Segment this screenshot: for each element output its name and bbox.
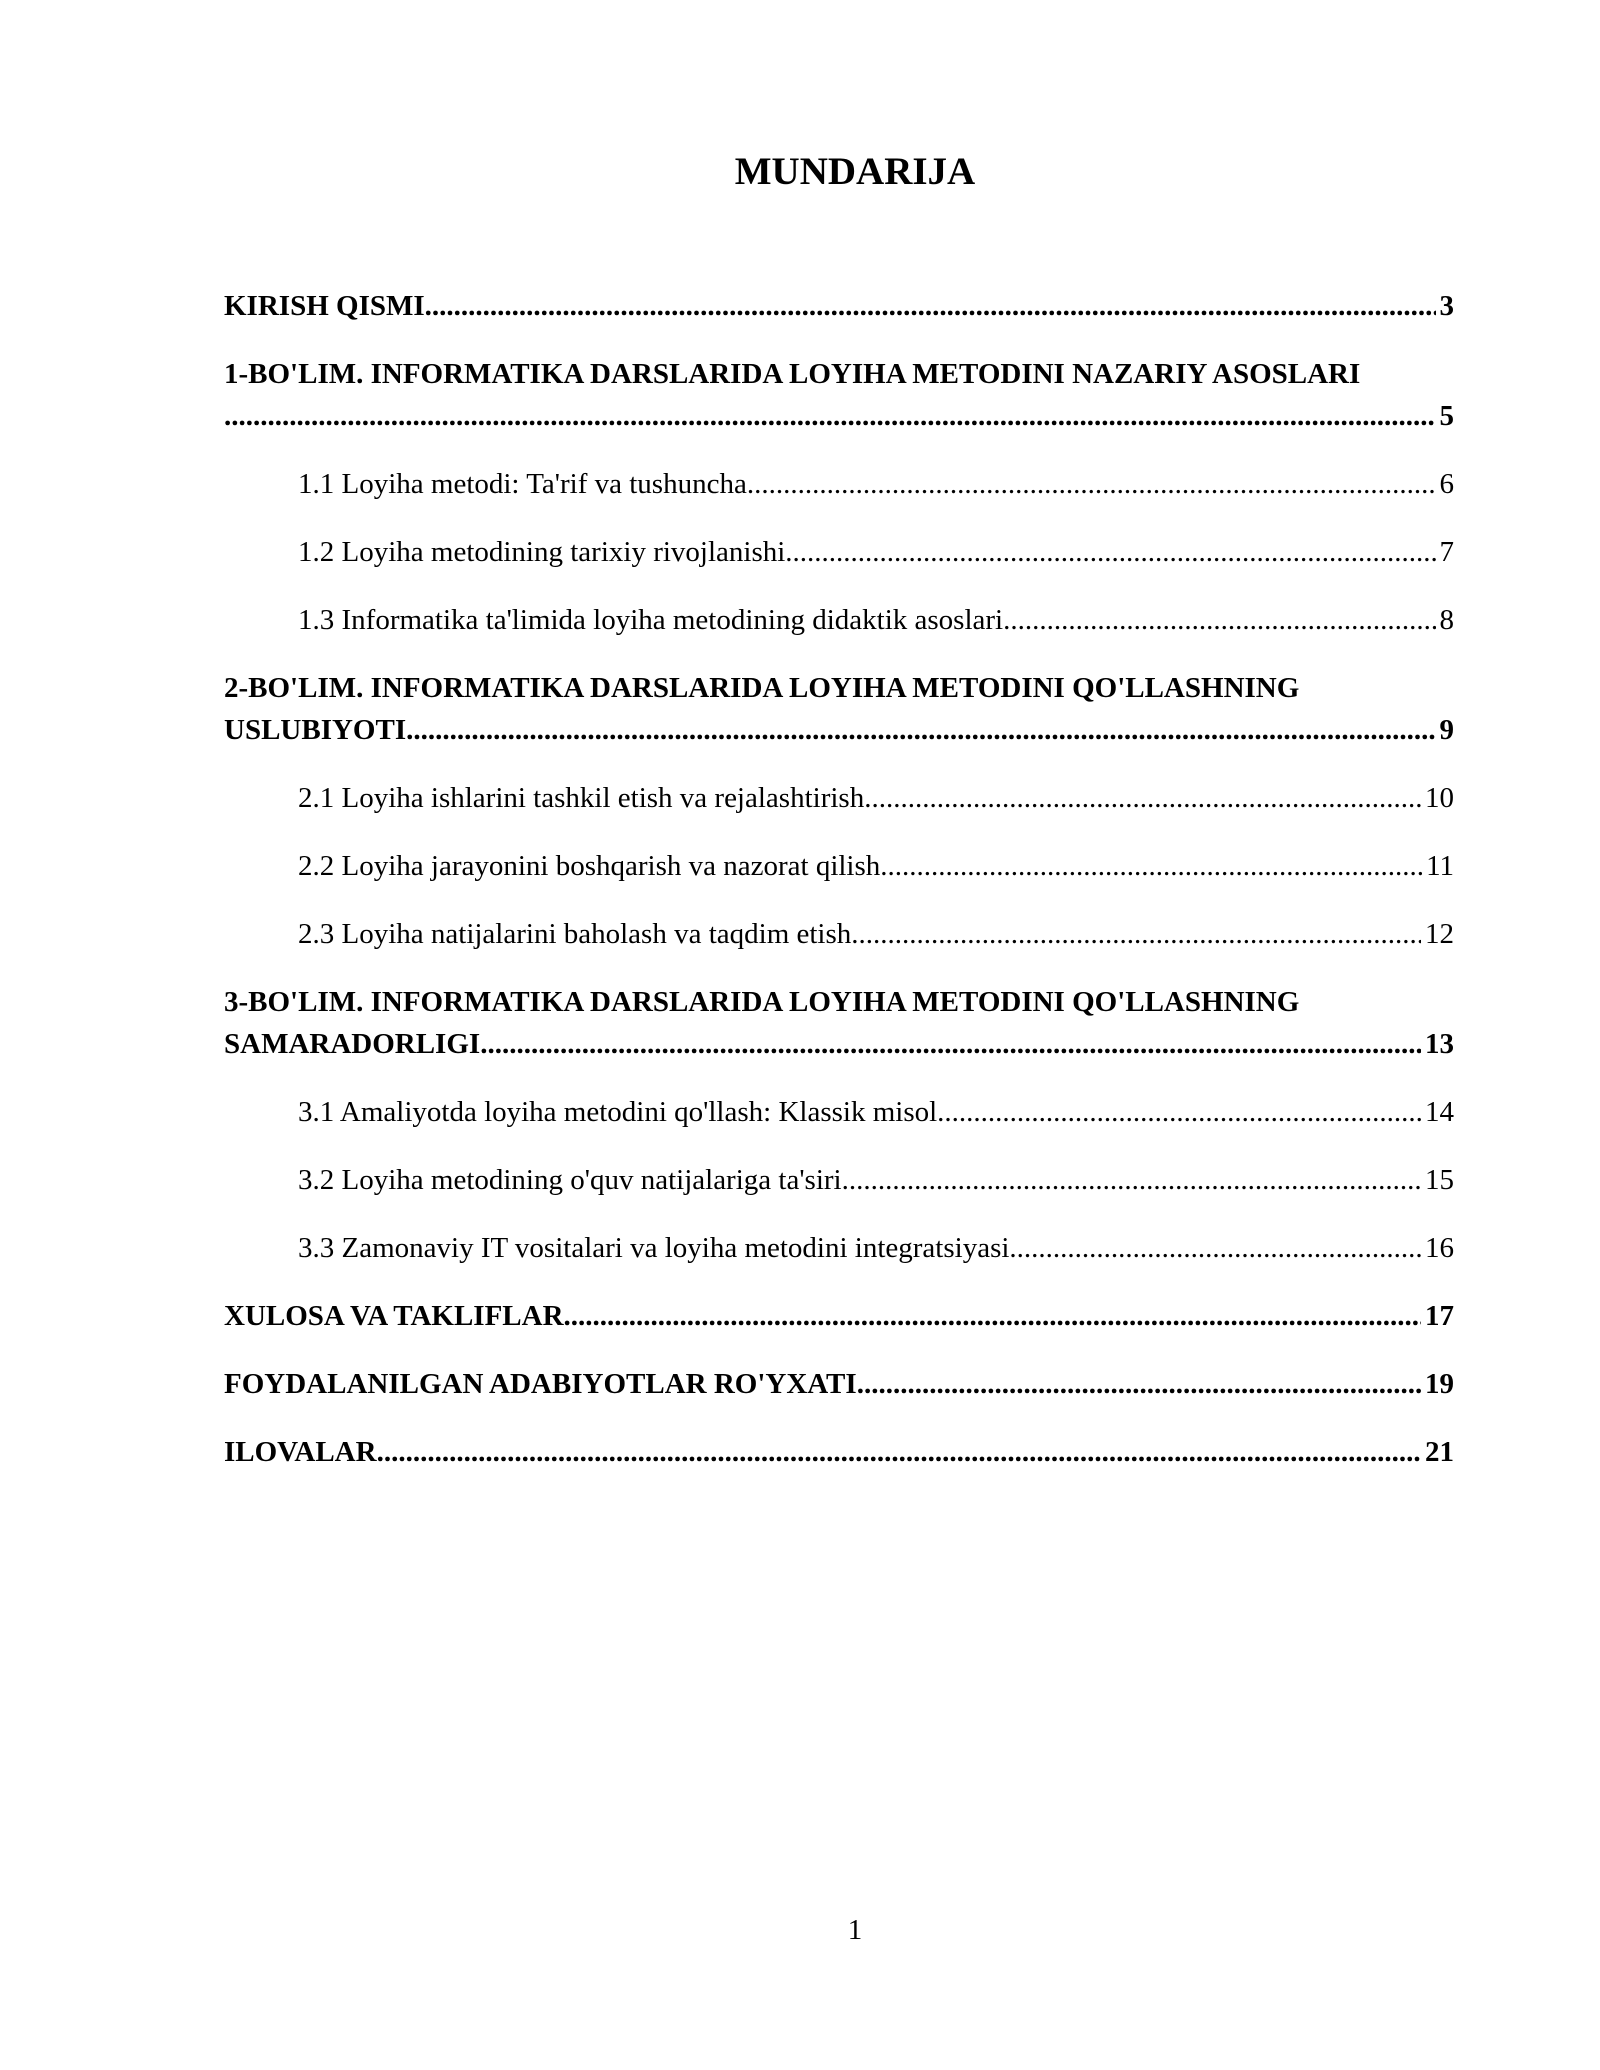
toc-entry-title-continued: USLUBIYOTI [224, 714, 407, 746]
dot-leader [864, 777, 1421, 819]
toc-page-number: 13 [1425, 1028, 1454, 1060]
toc-entry-3-3[interactable] [224, 1227, 1454, 1269]
toc-entry-ilovalar[interactable] [224, 1431, 1454, 1473]
toc-entry-3-1[interactable] [224, 1091, 1454, 1133]
toc-entry-title: 3.1 Amaliyotda loyiha metodini qo'llash: Klassik misol [298, 1096, 938, 1128]
toc-entry-title: 3-BO'LIM. INFORMATIKA DARSLARIDA LOYIHA METODINI QO'LLASHNING [224, 986, 1300, 1018]
dot-leader [937, 1091, 1421, 1133]
toc-page-number: 14 [1425, 1096, 1454, 1128]
toc-page-number: 6 [1439, 468, 1454, 500]
dot-leader [880, 845, 1422, 887]
toc-page-number: 7 [1439, 536, 1454, 568]
toc-page-number: 19 [1425, 1368, 1454, 1400]
toc-entry-1-2[interactable] [224, 531, 1454, 573]
toc-entry-title: 3.3 Zamonaviy IT vositalari va loyiha metodini integratsiyasi [298, 1232, 1010, 1264]
page-title: MUNDARIJA [734, 150, 976, 193]
toc-page-number: 9 [1439, 714, 1454, 746]
toc-page-number: 12 [1425, 918, 1454, 950]
toc-entry-title: FOYDALANILGAN ADABIYOTLAR RO'YXATI [224, 1368, 857, 1400]
toc-entry-title: 2.1 Loyiha ishlarini tashkil etish va rejalashtirish [298, 782, 865, 814]
dot-leader [224, 395, 1436, 437]
toc-entry-title: 2-BO'LIM. INFORMATIKA DARSLARIDA LOYIHA METODINI QO'LLASHNING [224, 672, 1300, 704]
toc-page-number: 21 [1425, 1436, 1454, 1468]
dot-leader [406, 709, 1435, 751]
dot-leader [480, 1023, 1421, 1065]
toc-entry-title: 1.1 Loyiha metodi: Ta'rif va tushuncha [298, 468, 747, 500]
toc-entry-3-2[interactable] [224, 1159, 1454, 1201]
toc-entry-section-2[interactable] [224, 667, 1454, 751]
toc-entry-title: 1.3 Informatika ta'limida loyiha metodining didaktik asoslari [298, 604, 1004, 636]
dot-leader [377, 1431, 1421, 1473]
toc-entry-title: KIRISH QISMI [224, 290, 425, 322]
toc-entry-section-1[interactable] [224, 353, 1454, 437]
toc-entry-title: 2.2 Loyiha jarayonini boshqarish va nazorat qilish [298, 850, 881, 882]
dot-leader [425, 285, 1436, 327]
toc-entry-2-3[interactable] [224, 913, 1454, 955]
dot-leader [1003, 599, 1435, 641]
toc-entry-title: 2.3 Loyiha natijalarini baholash va taqdim etish [298, 918, 852, 950]
toc-entry-1-1[interactable] [224, 463, 1454, 505]
toc-page-number: 11 [1426, 850, 1454, 882]
toc-entry-kirish[interactable] [224, 285, 1454, 327]
toc-page-number: 17 [1425, 1300, 1454, 1332]
toc-entry-2-2[interactable] [224, 845, 1454, 887]
dot-leader [1009, 1227, 1421, 1269]
dot-leader [785, 531, 1435, 573]
toc-page-number: 3 [1439, 290, 1454, 322]
toc-entry-title: 1-BO'LIM. INFORMATIKA DARSLARIDA LOYIHA METODINI NAZARIY ASOSLARI [224, 358, 1361, 390]
dot-leader [747, 463, 1436, 505]
dot-leader [857, 1363, 1421, 1405]
dot-leader [842, 1159, 1421, 1201]
dot-leader [564, 1295, 1421, 1337]
page-number: 1 [847, 1914, 863, 1946]
toc-entry-title: ILOVALAR [224, 1436, 377, 1468]
toc-entry-title-continued: SAMARADORLIGI [224, 1028, 481, 1060]
toc-entry-title: XULOSA VA TAKLIFLAR [224, 1300, 564, 1332]
toc-page-number: 5 [1439, 400, 1454, 432]
toc-entry-title: 3.2 Loyiha metodining o'quv natijalariga ta'siri [298, 1164, 842, 1196]
toc-page-number: 15 [1425, 1164, 1454, 1196]
toc-entry-adabiyotlar[interactable] [224, 1363, 1454, 1405]
toc-entry-1-3[interactable] [224, 599, 1454, 641]
toc-entry-2-1[interactable] [224, 777, 1454, 819]
toc-entry-section-3[interactable] [224, 981, 1454, 1065]
toc-page-number: 16 [1425, 1232, 1454, 1264]
toc-entry-title: 1.2 Loyiha metodining tarixiy rivojlanishi [298, 536, 786, 568]
toc-page-number: 10 [1425, 782, 1454, 814]
toc-entry-xulosa[interactable] [224, 1295, 1454, 1337]
toc-page-number: 8 [1439, 604, 1454, 636]
dot-leader [851, 913, 1421, 955]
table-of-contents [224, 285, 1454, 1499]
